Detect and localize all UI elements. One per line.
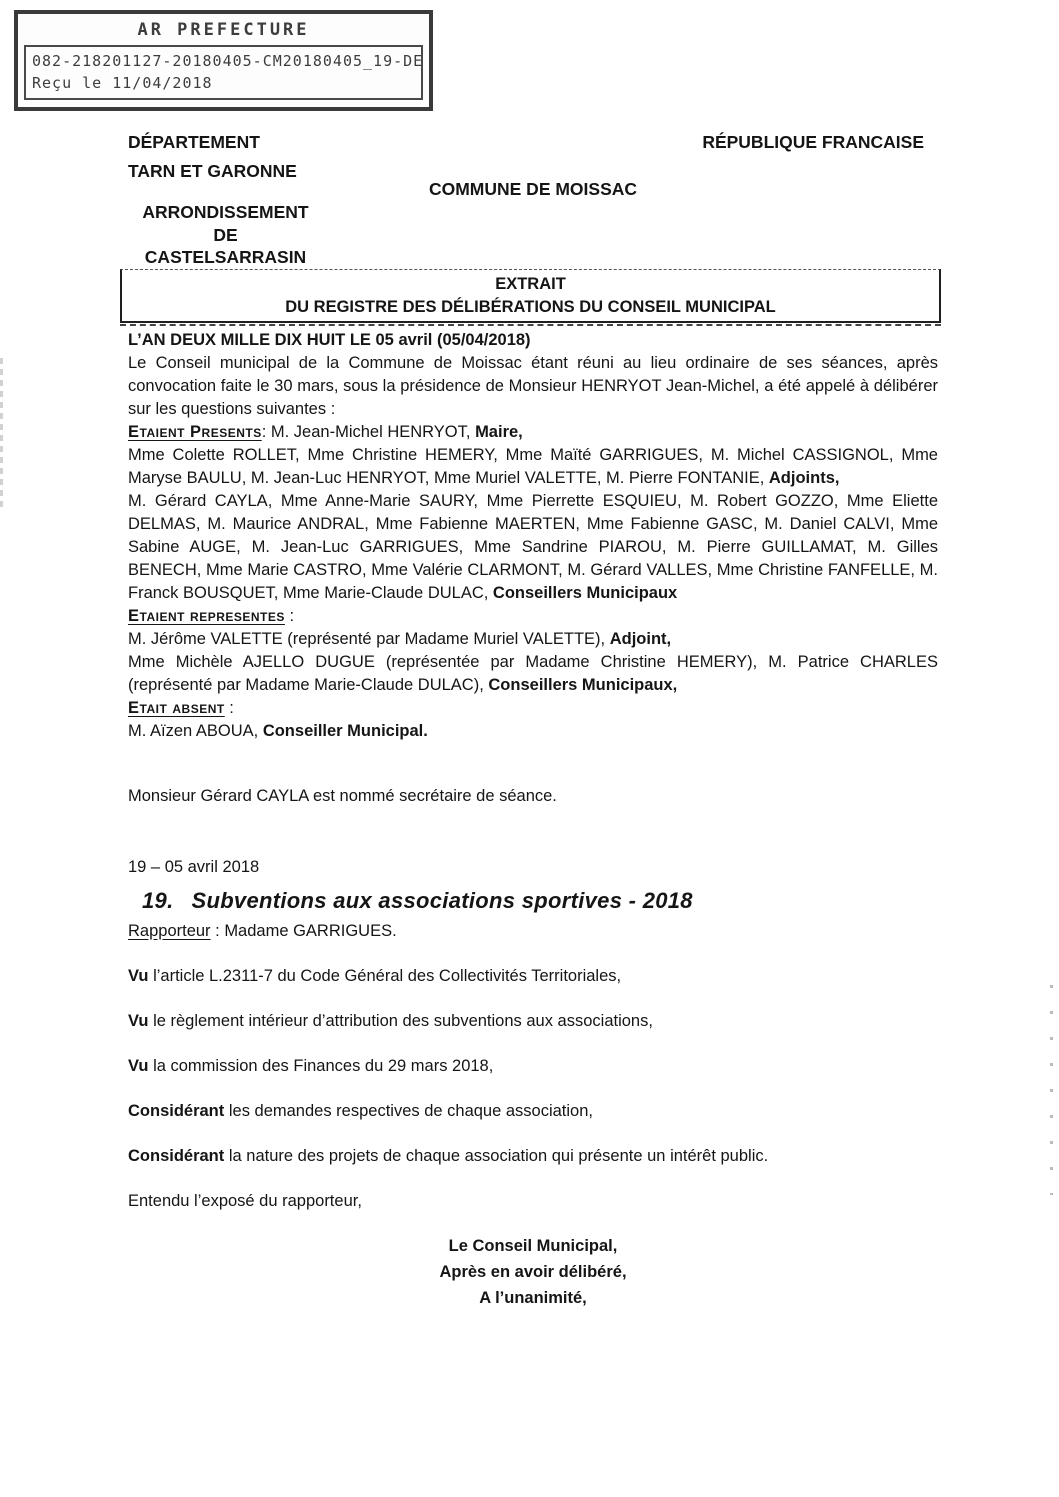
department-line2: TARN ET GARONNE: [128, 161, 297, 181]
dashed-separator: [120, 324, 941, 326]
representes-sep: :: [284, 606, 295, 625]
session-intro: Le Conseil municipal de la Commune de Moissac étant réuni au lieu ordinaire de ses séances, après convocation faite le 30 mars, sous la présidence de Monsieur HENRYOT Jean-Michel, a été appelé à délibérer sur les questions suivantes :: [128, 353, 938, 418]
recital-lead: Vu: [128, 1011, 149, 1030]
extract-title: EXTRAIT: [495, 274, 566, 293]
department-line1: DÉPARTEMENT: [128, 132, 260, 152]
scan-artifact-right-edge: [1050, 985, 1053, 1195]
extract-title-box: [120, 269, 941, 323]
item-number: 19.: [142, 887, 174, 913]
arrondissement-line1: ARRONDISSEMENT: [142, 202, 309, 222]
secretary-line: Monsieur Gérard CAYLA est nommé secrétaire de séance.: [128, 786, 557, 805]
represente-1-text: M. Jérôme VALETTE (représenté par Madame Muriel VALETTE),: [128, 629, 610, 648]
rapporteur-name: : Madame GARRIGUES.: [210, 921, 397, 940]
representes-heading: [128, 605, 938, 628]
represente-2-text: Mme Michèle AJELLO DUGUE (représentée par Madame Christine HEMERY), M. Patrice CHARLES (représenté par Madame Marie-Claude DULAC),: [128, 652, 938, 694]
header-arrondissement: [128, 201, 323, 269]
presents-sep: :: [261, 422, 271, 441]
recital-text: les demandes respectives de chaque association,: [224, 1101, 593, 1120]
item-title-text: Subventions aux associations sportives - 2018: [191, 887, 693, 913]
header-commune: COMMUNE DE MOISSAC: [428, 179, 638, 199]
adjoints-names: Mme Colette ROLLET, Mme Christine HEMERY, Mme Maïté GARRIGUES, M. Michel CASSIGNOL, Mme Maryse BAULU, M. Jean-Luc HENRYOT, Mme Muriel VALETTE, M. Pierre FONTANIE,: [128, 445, 938, 487]
item-title: [128, 888, 938, 914]
recital-lead: Vu: [128, 966, 149, 985]
absent-label: Etait absent: [128, 698, 225, 717]
recital-lead: Vu: [128, 1056, 149, 1075]
represente-1: [128, 628, 938, 651]
arrondissement-line2: DE: [213, 224, 238, 245]
recital-lead: Considérant: [128, 1101, 225, 1120]
document-content: [128, 128, 938, 1311]
adjoints-role: Adjoints,: [768, 468, 840, 487]
presents-label: Etaient Presents: [128, 422, 262, 441]
rapporteur-label: Rapporteur: [128, 921, 211, 940]
recital-entendu: [128, 1190, 938, 1213]
presents-names: M. Jean-Michel HENRYOT,: [270, 422, 476, 441]
extract-subtitle: DU REGISTRE DES DÉLIBÉRATIONS DU CONSEIL MUNICIPAL: [285, 297, 776, 316]
adjoints-paragraph: [128, 444, 938, 490]
absent-heading: [128, 697, 938, 720]
recital-vu-3: [128, 1055, 938, 1078]
recital-considerant-2: [128, 1145, 938, 1168]
absent-role: Conseiller Municipal.: [262, 721, 428, 740]
recital-lead: Considérant: [128, 1146, 225, 1165]
arrondissement-line3: CASTELSARRASIN: [144, 247, 307, 267]
recital-text: Entendu l’exposé du rapporteur,: [128, 1191, 362, 1210]
closing-line1: Le Conseil Municipal,: [448, 1236, 618, 1255]
presents-paragraph: [128, 421, 938, 444]
absent-line: [128, 720, 938, 743]
closing-line2: Après en avoir délibéré,: [439, 1262, 627, 1281]
conseillers-role: Conseillers Municipaux: [492, 583, 678, 602]
conseillers-paragraph: [128, 490, 938, 605]
closing-line3: A l’unanimité,: [479, 1288, 587, 1307]
rapporteur-line: [128, 920, 938, 943]
absent-sep: :: [224, 698, 234, 717]
stamp-received-date: Reçu le 11/04/2018: [32, 74, 213, 92]
stamp-title: AR PREFECTURE: [137, 20, 310, 40]
recital-text: le règlement intérieur d’attribution des subventions aux associations,: [148, 1011, 653, 1030]
represente-2: [128, 651, 938, 697]
absent-name: M. Aïzen ABOUA,: [128, 721, 263, 740]
prefecture-stamp: [14, 10, 433, 111]
recital-vu-1: [128, 965, 938, 988]
scan-artifact-left-edge: [0, 358, 3, 508]
item-reference: 19 – 05 avril 2018: [128, 857, 260, 876]
represente-2-role: Conseillers Municipaux,: [488, 675, 678, 694]
recital-text: la nature des projets de chaque association qui présente un intérêt public.: [224, 1146, 769, 1165]
recital-text: la commission des Finances du 29 mars 2018,: [148, 1056, 494, 1075]
stamp-code: 082-218201127-20180405-CM20180405_19-DE: [32, 52, 424, 70]
conseillers-names: M. Gérard CAYLA, Mme Anne-Marie SAURY, Mme Pierrette ESQUIEU, M. Robert GOZZO, Mme Eliette DELMAS, M. Maurice ANDRAL, Mme Fabienne MAERTEN, Mme Fabienne GASC, M. Daniel CALVI, Mme Sabine AUGE, M. Jean-Luc GARRIGUES, Mme Sandrine PIAROU, M. Pierre GUILLAMAT, M. Gilles BENECH, Mme Marie CASTRO, Mme Valérie CLARMONT, M. Gérard VALLES, Mme Christine FANFELLE, M. Franck BOUSQUET, Mme Marie-Claude DULAC,: [128, 491, 938, 602]
represente-1-role: Adjoint,: [609, 629, 672, 648]
session-year-line: L’AN DEUX MILLE DIX HUIT LE 05 avril (05/04/2018): [128, 330, 531, 349]
recital-vu-2: [128, 1010, 938, 1033]
header-republic: RÉPUBLIQUE FRANCAISE: [702, 132, 924, 152]
recital-text: l’article L.2311-7 du Code Général des Collectivités Territoriales,: [148, 966, 622, 985]
recital-considerant-1: [128, 1100, 938, 1123]
presents-role: Maire,: [475, 422, 523, 441]
closing-formula: [128, 1233, 938, 1311]
representes-label: Etaient representes: [128, 606, 285, 625]
stamp-inner-box: [24, 45, 423, 100]
header-department: [128, 128, 297, 186]
